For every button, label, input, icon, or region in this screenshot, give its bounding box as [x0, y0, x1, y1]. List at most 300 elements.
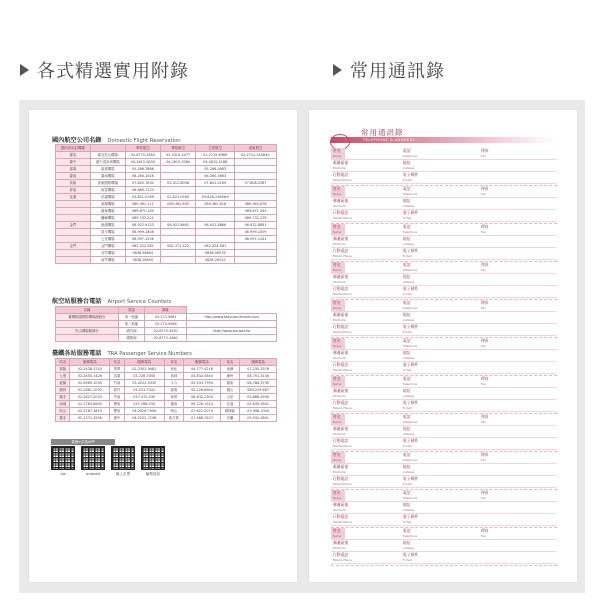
tra-title-en: TRA Passenger Service Numbers	[107, 351, 192, 357]
field-label: 電話 Telephone	[403, 452, 418, 462]
table-row	[56, 187, 277, 194]
field-label: 郵遞區號 Postcode	[333, 464, 349, 474]
table-cell: 國內線	[119, 328, 145, 335]
table-cell: 02-2715-6969	[196, 152, 235, 159]
table-cell: 04-832-0544	[184, 373, 221, 380]
field-label: 行動電話 Mobile Phone	[333, 248, 352, 258]
table-cell: 089-732-278	[235, 215, 277, 222]
table-cell: 松山機場服務台	[56, 328, 119, 335]
qr-code-icon	[51, 446, 75, 470]
address-entry[interactable]	[331, 490, 557, 528]
table-cell: 第一航廈	[119, 314, 145, 321]
table-cell: 恆春機場	[90, 187, 125, 194]
field-label: 電子郵件 E-mail	[403, 286, 419, 296]
address-book-subtitle: TELEPHONE & ADDRESS	[363, 138, 416, 142]
table-cell: 高雄	[56, 180, 91, 187]
qr-code	[141, 446, 165, 477]
entry-row	[331, 172, 557, 184]
address-entry[interactable]	[331, 300, 557, 338]
table-cell: 樹林	[56, 387, 70, 394]
field-label: 行動電話 Mobile Phone	[333, 552, 352, 562]
table-cell: 新營	[164, 394, 183, 401]
table-cell	[235, 243, 277, 250]
entry-row	[331, 312, 557, 324]
table-cell: 七美機場	[90, 236, 125, 243]
table-cell	[196, 229, 235, 236]
table-cell: 松山	[56, 408, 70, 415]
table-cell: 07-805-7630	[125, 180, 160, 187]
qr-code-icon	[141, 446, 165, 470]
table-cell	[187, 335, 277, 342]
field-label: 郵遞區號 Postcode	[333, 160, 349, 170]
table-cell: 臺中清泉崗機場	[90, 159, 125, 166]
table-cell: 0836-56604	[125, 250, 160, 257]
table-cell: 花蓮機場	[90, 194, 125, 201]
entry-row	[331, 528, 557, 540]
column-header: 華信航空	[160, 145, 195, 152]
qr-label: ios	[60, 472, 66, 476]
table-row	[56, 222, 277, 229]
field-label: 行動電話 Mobile Phone	[333, 514, 352, 524]
entry-row	[331, 286, 557, 298]
table-cell: 02-2428-3743	[70, 366, 110, 373]
field-label: 姓名 Name	[333, 414, 342, 424]
table-cell: 竹南	[110, 380, 124, 387]
table-cell: 玉里	[220, 394, 239, 401]
field-label: 地址 Address	[403, 236, 415, 246]
field-label: 郵遞區號 Postcode	[333, 274, 349, 284]
table-cell: 06-260-1016	[125, 173, 160, 180]
table-cell: 澎湖機場	[90, 222, 125, 229]
table-cell: 089-361-111	[125, 201, 160, 208]
table-cell: 03-888-5930	[240, 394, 277, 401]
table-cell: 089-362-635	[160, 201, 195, 208]
field-label: 電話 Telephone	[403, 376, 418, 386]
field-label: 傳真 Fax	[481, 300, 489, 310]
table-cell	[235, 257, 277, 264]
table-row	[56, 159, 277, 166]
table-cell: 03-835-5841	[240, 401, 277, 408]
table-cell: 04-2222-7236	[124, 415, 164, 422]
table-cell	[160, 257, 195, 264]
table-cell: 岡山	[164, 408, 183, 415]
qr-code	[51, 446, 75, 477]
field-label: 電子郵件 E-mail	[403, 248, 419, 258]
field-label: 傳真 Fax	[481, 338, 489, 348]
table-cell: 鳳山	[220, 387, 239, 394]
address-entry[interactable]	[331, 224, 557, 262]
table-row	[56, 229, 277, 236]
table-cell: 苗栗	[110, 373, 124, 380]
table-cell: 06-922-8692	[160, 222, 195, 229]
airport-title-en: Airport Service Counters	[107, 299, 172, 305]
table-cell: 花蓮	[220, 401, 239, 408]
table-cell: 臺南	[56, 173, 91, 180]
domestic-header	[56, 145, 277, 152]
entry-row	[331, 464, 557, 476]
table-cell: 06-999-1806	[125, 229, 160, 236]
qr-label: 線上訂票	[115, 472, 131, 476]
table-row	[56, 394, 277, 401]
field-label: 傳真 Fax	[481, 452, 489, 462]
field-label: 電話 Telephone	[403, 300, 418, 310]
table-cell: 臺東機場	[90, 208, 125, 215]
field-label: 郵遞區號 Postcode	[333, 198, 349, 208]
entry-row	[331, 552, 557, 564]
column-header: 華信航空	[125, 145, 160, 152]
table-cell	[56, 250, 91, 257]
table-cell: 02-8770-3430	[145, 328, 187, 335]
table-cell: 02-2427-2033	[70, 394, 110, 401]
field-label: 郵遞區號 Postcode	[333, 502, 349, 512]
address-entry[interactable]	[331, 452, 557, 490]
table-cell: 04-777-4218	[184, 366, 221, 373]
table-cell: 07-801-0189	[196, 180, 235, 187]
table-cell: 蘭嶼機場	[90, 215, 125, 222]
table-cell: 03-273-5081	[145, 314, 187, 321]
table-cell: 新左營	[164, 415, 183, 422]
table-row	[56, 314, 277, 321]
entry-row	[331, 186, 557, 198]
entry-row	[331, 198, 557, 210]
field-label: 電子郵件 E-mail	[403, 172, 419, 182]
table-row	[56, 373, 277, 380]
qr-code-row	[51, 446, 165, 477]
table-cell	[187, 321, 277, 328]
table-cell: 02-2681-2052	[70, 387, 110, 394]
field-label: 電話 Telephone	[403, 224, 418, 234]
right-caption	[333, 57, 445, 83]
table-cell: 06-922-8866	[196, 222, 235, 229]
field-label: 行動電話 Mobile Phone	[333, 438, 352, 448]
field-label: 地址 Address	[403, 274, 415, 284]
column-header	[90, 145, 125, 152]
table-cell: 07-235-3376	[240, 366, 277, 373]
table-cell: 02-412-8008	[160, 180, 195, 187]
table-cell: 02-2371-3558	[70, 415, 110, 422]
table-cell	[196, 187, 235, 194]
table-cell: 03-932-3801	[240, 415, 277, 422]
table-cell	[160, 236, 195, 243]
table-row	[56, 408, 277, 415]
table-cell	[56, 201, 91, 208]
field-label: 電子郵件 E-mail	[403, 476, 419, 486]
entry-row	[331, 248, 557, 260]
entry-row	[331, 438, 557, 450]
table-cell: 04-2615-5000	[125, 159, 160, 166]
table-cell: 04-2526-7956	[124, 408, 164, 415]
table-cell: 臺南	[164, 401, 183, 408]
table-cell: 屏東	[56, 187, 91, 194]
table-cell	[160, 173, 195, 180]
address-entry[interactable]	[331, 338, 557, 376]
table-cell	[160, 208, 195, 215]
table-cell: 國際線	[119, 335, 145, 342]
table-cell	[56, 215, 91, 222]
field-label: 地址 Address	[403, 350, 415, 360]
table-row	[56, 335, 277, 342]
entry-row	[331, 210, 557, 222]
airport-title-zh: 航空站服務台電話	[52, 298, 102, 305]
triangle-bullet-icon	[333, 64, 342, 76]
table-cell: 02-2712-5558#1	[235, 152, 277, 159]
table-cell: 南竿機場	[90, 257, 125, 264]
table-cell: 037-268-033	[124, 401, 164, 408]
table-cell: 089-362-678	[235, 201, 277, 208]
field-label: 地址 Address	[403, 160, 415, 170]
table-cell: 臺灣桃園國際機場服務台	[56, 314, 119, 321]
field-label: 傳真 Fax	[481, 376, 489, 386]
table-cell: http://www.taoyuan-airport.com	[187, 314, 277, 321]
table-cell: 03-821-0768	[125, 194, 160, 201]
field-label: 行動電話 Mobile Phone	[333, 172, 352, 182]
field-label: 郵遞區號 Postcode	[333, 236, 349, 246]
field-label: 傳真 Fax	[481, 224, 489, 234]
table-cell: 082-324-581	[196, 243, 235, 250]
table-cell: http://www.tsa.gov.tw	[187, 328, 277, 335]
column-header: 遠東航空	[235, 145, 277, 152]
tra-station-table	[55, 358, 277, 422]
table-cell	[56, 321, 119, 328]
domestic-title-en: Domestic Flight Reservation	[107, 138, 181, 144]
table-row	[56, 401, 277, 408]
entry-row	[331, 540, 557, 552]
tra-title	[52, 348, 192, 357]
table-row	[56, 208, 277, 215]
table-row	[56, 380, 277, 387]
address-entries	[331, 148, 557, 566]
column-header: 站名	[56, 359, 70, 366]
table-row	[56, 201, 277, 208]
column-header: 電話	[119, 307, 145, 314]
table-cell: 宜蘭	[220, 415, 239, 422]
field-label: 電子郵件 E-mail	[403, 514, 419, 524]
table-cell: 竹南	[110, 394, 124, 401]
column-header: 服務電話	[124, 359, 164, 366]
field-label: 電話 Telephone	[403, 490, 418, 500]
table-cell: 06-226-1314	[184, 401, 221, 408]
table-cell	[235, 159, 277, 166]
table-cell: 豐原	[110, 408, 124, 415]
table-cell: 高雄國際機場	[90, 180, 125, 187]
table-cell: 02-8770-3460	[125, 152, 160, 159]
table-cell: 潮州	[220, 373, 239, 380]
table-cell: 03-523-7441	[124, 387, 164, 394]
table-cell: 金門	[56, 222, 91, 229]
field-label: 電子郵件 E-mail	[403, 324, 419, 334]
field-label: 行動電話 Mobile Phone	[333, 400, 352, 410]
table-cell: 第二航廈	[119, 321, 145, 328]
field-label: 傳真 Fax	[481, 186, 489, 196]
field-label: 電話 Telephone	[403, 414, 418, 424]
table-cell: 082-322-381	[125, 243, 160, 250]
entry-row	[331, 262, 557, 274]
field-label: 地址 Address	[403, 198, 415, 208]
table-cell: 0836-26522	[196, 257, 235, 264]
field-label: 傳真 Fax	[481, 148, 489, 158]
airport-counter-table	[55, 306, 277, 342]
table-cell: 02-2514-2077	[160, 152, 195, 159]
table-row	[56, 321, 277, 328]
right-page	[309, 110, 577, 582]
column-header: 服務電話	[70, 359, 110, 366]
table-cell: 05-286-7886	[125, 166, 160, 173]
table-cell	[196, 208, 235, 215]
tra-title-zh: 臺鐵各站服務電話	[52, 350, 102, 357]
table-cell: 臺南機場	[90, 173, 125, 180]
entry-row	[331, 514, 557, 526]
column-header: 服務電話	[240, 359, 277, 366]
table-cell: 板橋	[56, 380, 70, 387]
table-cell: 03-826-2168#9	[196, 194, 235, 201]
address-entry[interactable]	[331, 376, 557, 414]
table-row	[56, 243, 277, 250]
table-cell: 臺東	[220, 380, 239, 387]
table-cell: 臺北	[56, 152, 91, 159]
table-cell: 03-4222-5335	[124, 380, 164, 387]
table-row	[56, 328, 277, 335]
table-cell: 08-788-3739	[240, 380, 277, 387]
field-label: 郵遞區號 Postcode	[333, 350, 349, 360]
table-row	[56, 257, 277, 264]
field-label: 電子郵件 E-mail	[403, 210, 419, 220]
address-entry[interactable]	[331, 262, 557, 300]
table-cell: 0836-56576	[196, 250, 235, 257]
field-label: 電話 Telephone	[403, 148, 418, 158]
field-label: 地址 Address	[403, 502, 415, 512]
table-cell: 02-8969-1030	[70, 380, 110, 387]
table-cell: 02-2455-1426	[70, 373, 110, 380]
address-entry[interactable]	[331, 186, 557, 224]
table-cell: 臺北	[56, 394, 70, 401]
table-cell: 臺中	[56, 159, 91, 166]
qr-code	[81, 446, 105, 477]
table-cell: 07-621-2074	[184, 408, 221, 415]
field-label: 行動電話 Mobile Phone	[333, 210, 352, 220]
table-row	[56, 166, 277, 173]
table-cell	[56, 229, 91, 236]
table-cell	[160, 215, 195, 222]
domestic-flight-table	[55, 144, 277, 264]
address-entry[interactable]	[331, 414, 557, 452]
table-cell: 望安機場	[90, 229, 125, 236]
table-cell: 04-2615-5188	[196, 159, 235, 166]
left-caption	[20, 57, 189, 83]
table-cell	[56, 236, 91, 243]
field-label: 姓名 Name	[333, 224, 342, 234]
entry-row	[331, 376, 557, 388]
triangle-bullet-icon	[20, 64, 29, 76]
address-book-title: 常用通訊錄	[361, 128, 404, 137]
table-cell: 07-808-0387	[235, 180, 277, 187]
field-label: 郵遞區號 Postcode	[333, 312, 349, 322]
table-cell: 06-997-1241	[235, 236, 277, 243]
table-cell: 員林	[164, 373, 183, 380]
table-cell: 北竿機場	[90, 250, 125, 257]
table-cell: 豐原	[110, 401, 124, 408]
table-row	[56, 215, 277, 222]
table-cell: 新竹	[110, 387, 124, 394]
column-header: 名稱	[56, 307, 119, 314]
address-entry[interactable]	[331, 528, 557, 566]
table-cell: 嘉義	[56, 166, 91, 173]
table-cell: 金門機場	[90, 243, 125, 250]
table-cell: 08-889-7120	[125, 187, 160, 194]
entry-row	[331, 362, 557, 374]
table-cell: 089-671-261	[235, 208, 277, 215]
table-cell: 07-588-7527	[184, 415, 221, 422]
table-row	[56, 415, 277, 422]
table-cell: 06-922-9123	[125, 222, 160, 229]
column-header: 立榮航空	[196, 145, 235, 152]
column-header: 網址	[145, 307, 187, 314]
table-cell: 089-732-221	[125, 215, 160, 222]
table-cell: 037-472-030	[124, 394, 164, 401]
field-label: 郵遞區號 Postcode	[333, 426, 349, 436]
table-cell: 03-273-5086	[145, 321, 187, 328]
table-row	[56, 236, 277, 243]
table-row	[56, 194, 277, 201]
entry-row	[331, 160, 557, 172]
entry-row	[331, 426, 557, 438]
table-cell: 089-671-194	[125, 208, 160, 215]
entry-row	[331, 236, 557, 248]
table-cell: 臺北松山機場	[90, 152, 125, 159]
field-label: 電子郵件 E-mail	[403, 438, 419, 448]
table-cell: 03-821-0500	[160, 194, 195, 201]
table-row	[56, 366, 277, 373]
field-label: 姓名 Name	[333, 300, 342, 310]
domestic-title	[52, 135, 181, 144]
entry-row	[331, 338, 557, 350]
entry-row	[331, 224, 557, 236]
column-header: 站名	[164, 359, 183, 366]
field-label: 傳真 Fax	[481, 490, 489, 500]
qr-label: android	[86, 472, 100, 476]
field-label: 郵遞區號 Postcode	[333, 388, 349, 398]
entry-row	[331, 414, 557, 426]
entry-row	[331, 324, 557, 336]
entry-row	[331, 502, 557, 514]
field-label: 電話 Telephone	[403, 186, 418, 196]
qr-label: 驗票資訊	[145, 472, 161, 476]
table-cell: 08-751-3140	[240, 373, 277, 380]
table-cell	[160, 250, 195, 257]
table-cell	[56, 335, 119, 342]
table-cell	[235, 166, 277, 173]
table-cell: 花蓮	[56, 194, 91, 201]
table-cell: 05-533-7990	[184, 380, 221, 387]
table-cell: 05-228-8904	[184, 387, 221, 394]
field-label: 姓名 Name	[333, 148, 342, 158]
field-label: 電子郵件 E-mail	[403, 400, 419, 410]
table-cell: 082-371-122	[160, 243, 195, 250]
field-label: 姓名 Name	[333, 338, 342, 348]
table-cell	[196, 236, 235, 243]
column-header: 站名	[220, 359, 239, 366]
table-cell: 萬華	[110, 366, 124, 373]
address-entry[interactable]	[331, 148, 557, 186]
app-header: 臺鐵e訂通APP	[51, 439, 115, 445]
qr-code-icon	[111, 446, 135, 470]
field-label: 地址 Address	[403, 388, 415, 398]
table-cell	[160, 187, 195, 194]
table-cell: 02-2767-3819	[70, 408, 110, 415]
left-page	[29, 110, 297, 582]
qr-code-icon	[81, 446, 105, 470]
table-cell: 斗六	[164, 380, 183, 387]
table-cell: 臺中	[110, 415, 124, 422]
